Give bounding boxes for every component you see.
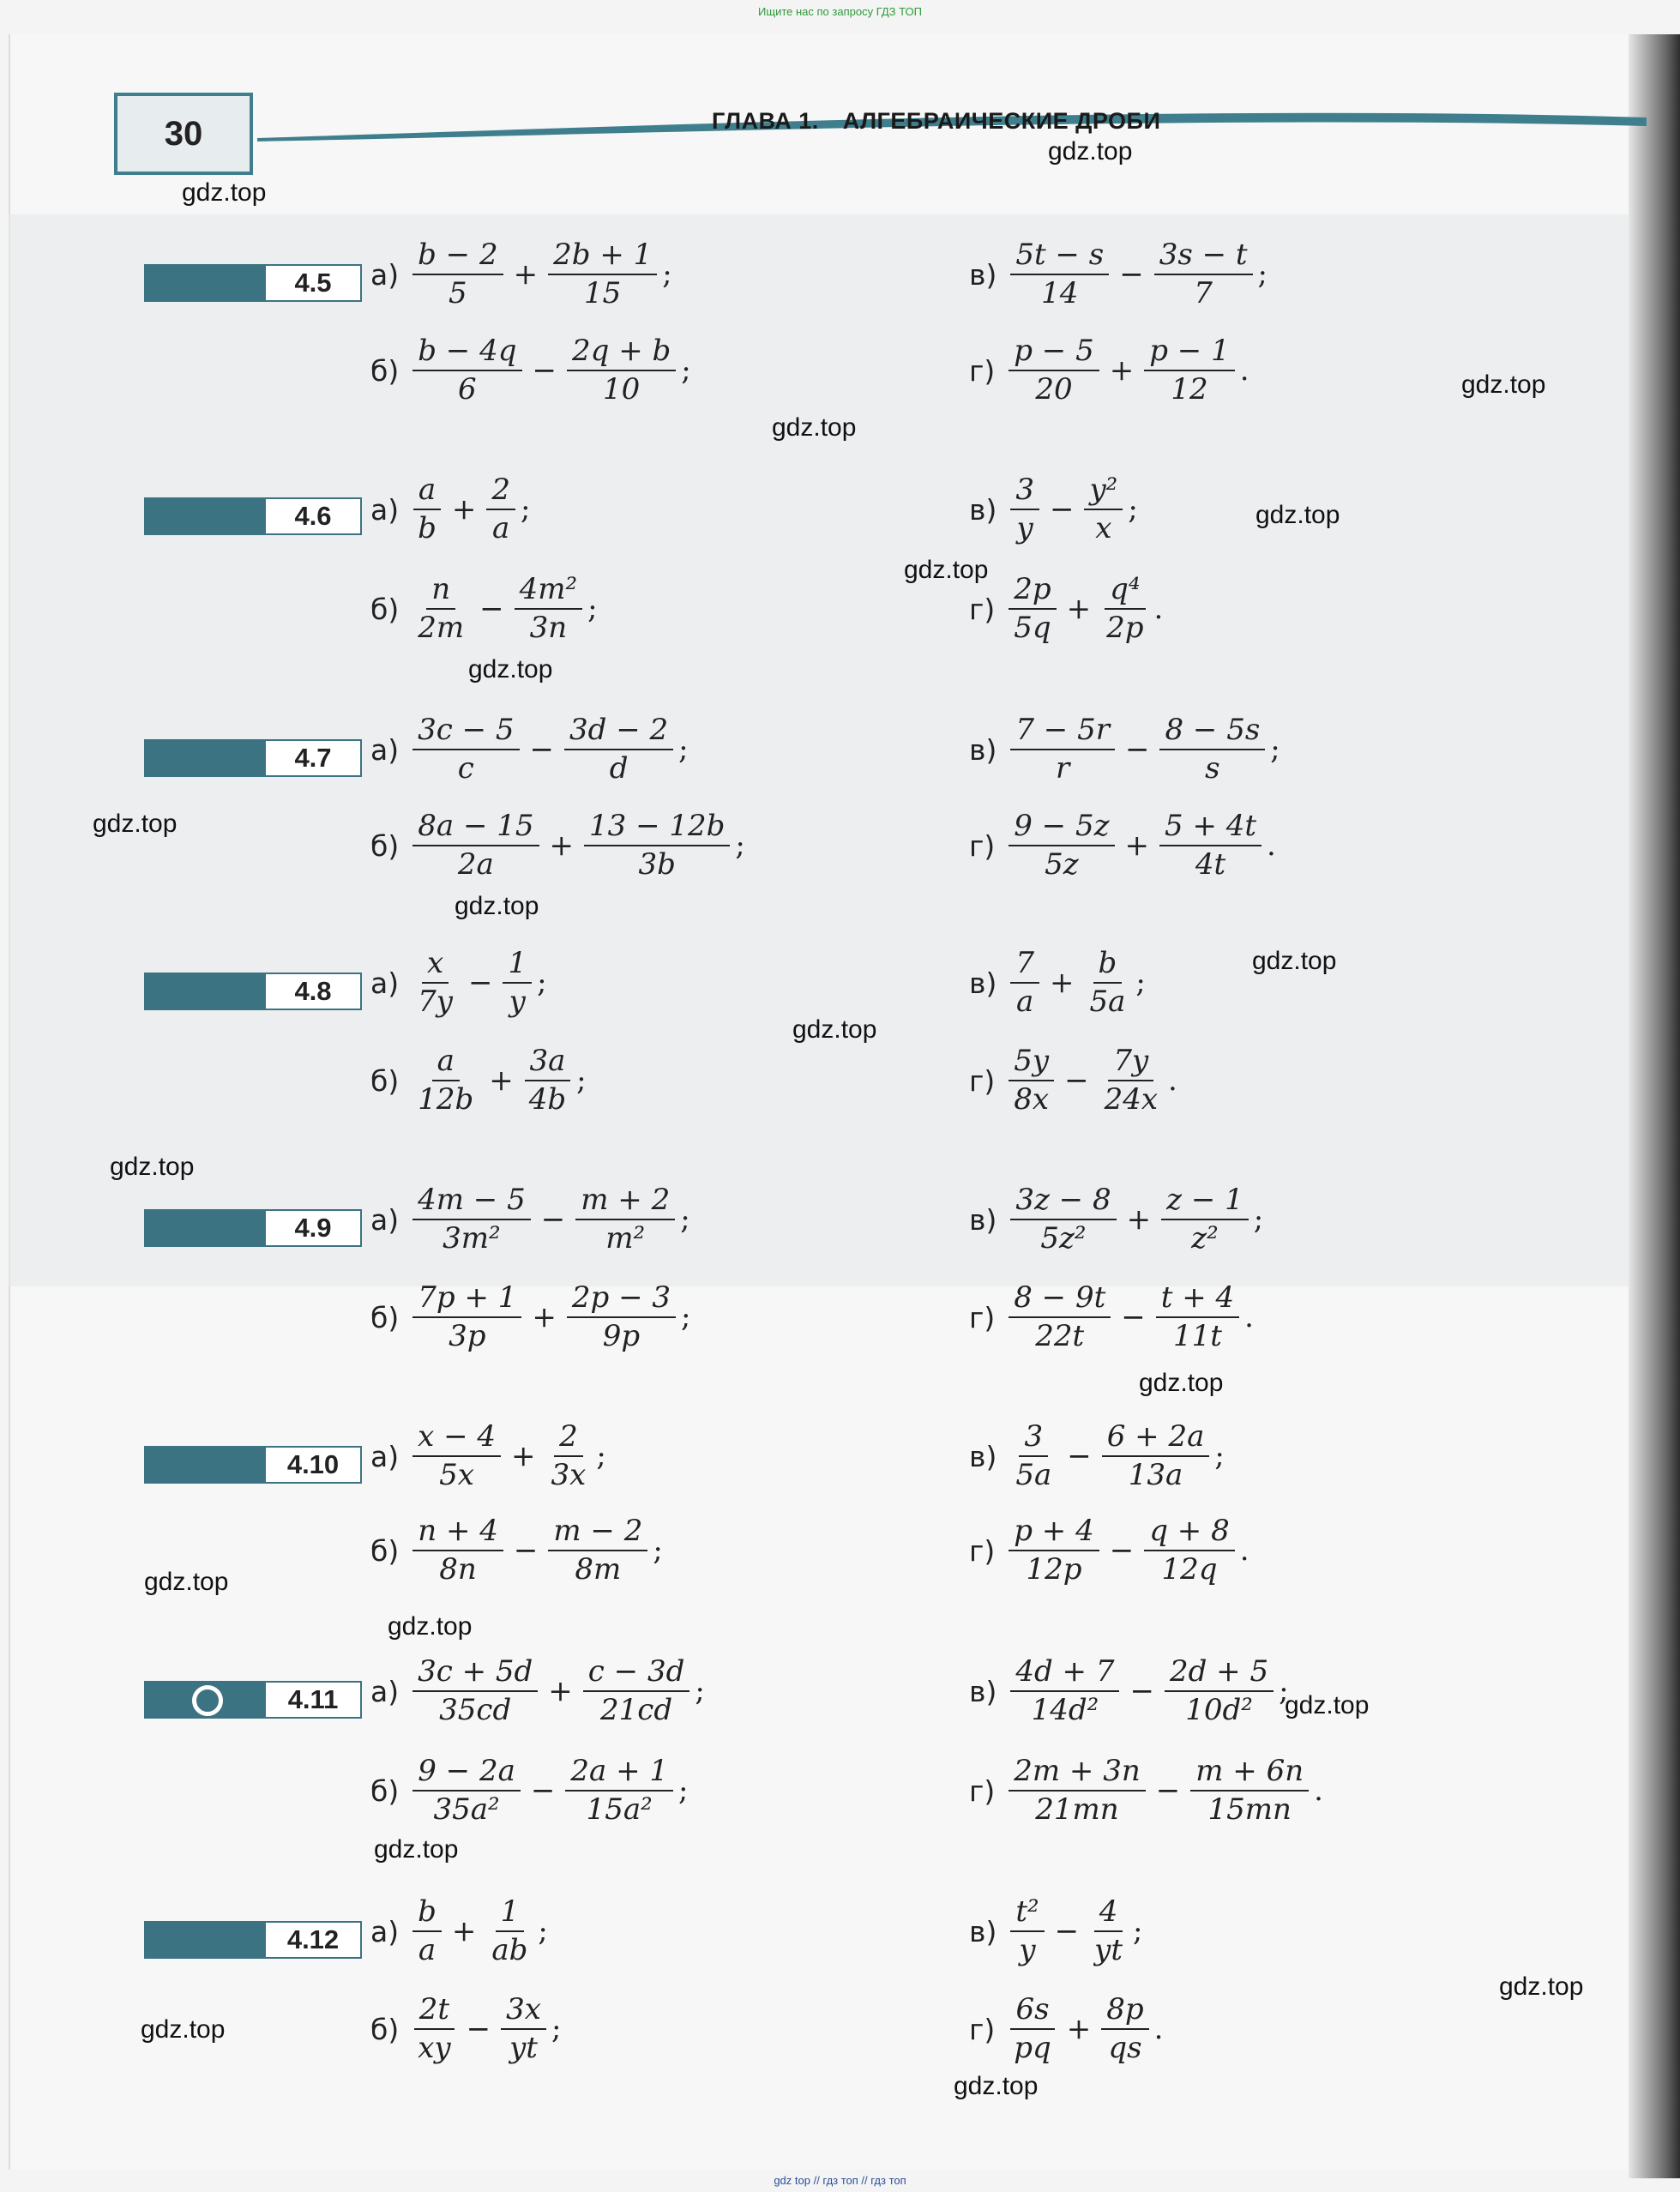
exercise-4-12-b: б) $\frac{2t}{xy}$ − $\frac{3x}{yt}$ ; bbox=[370, 1992, 562, 2066]
watermark: gdz.top bbox=[904, 556, 989, 584]
exercise-4-7-g: г) $\frac{9 - 5z}{5z}$ + $\frac{5 + 4t}{4t}$ . bbox=[969, 809, 1276, 882]
exercise-4-8-v: в) $\frac{7}{a}$ + $\frac{b}{5a}$ ; bbox=[969, 946, 1146, 1020]
circle-marker-icon bbox=[192, 1685, 223, 1716]
watermark: gdz.top bbox=[93, 810, 178, 838]
exercise-4-7-b: б) $\frac{8a - 15}{2a}$ + $\frac{13 - 12b}{3b}$ ; bbox=[370, 809, 745, 882]
page-number: 30 bbox=[114, 93, 253, 175]
problem-number-4-5: 4.5 bbox=[144, 264, 360, 302]
exercise-4-11-g: г) $\frac{2m + 3n}{21mn}$ − $\frac{m + 6n}{15mn}$ . bbox=[969, 1754, 1323, 1828]
exercise-4-8-a: а) $\frac{x}{7y}$ − $\frac{1}{y}$ ; bbox=[370, 946, 547, 1020]
chapter-heading bbox=[712, 108, 1160, 135]
exercise-4-5-b: б) $\frac{b - 4q}{6}$ − $\frac{2q + b}{10}$ ; bbox=[370, 334, 691, 407]
exercise-4-10-b: б) $\frac{n + 4}{8n}$ − $\frac{m - 2}{8m}$ ; bbox=[370, 1514, 663, 1587]
exercise-4-5-v: в) $\frac{5t - s}{14}$ − $\frac{3s - t}{7}$ ; bbox=[969, 238, 1268, 311]
exercise-4-6-a: а) $\frac{a}{b}$ + $\frac{2}{a}$ ; bbox=[370, 473, 531, 546]
exercise-4-9-b: б) $\frac{7p + 1}{3p}$ + $\frac{2p - 3}{9p}$ ; bbox=[370, 1280, 691, 1354]
exercise-4-10-g: г) $\frac{p + 4}{12p}$ − $\frac{q + 8}{12q}$ . bbox=[969, 1514, 1249, 1587]
watermark: gdz.top bbox=[1285, 1691, 1370, 1719]
exercise-4-12-a: а) $\frac{b}{a}$ + $\frac{1}{ab}$ ; bbox=[370, 1894, 548, 1968]
problem-number-4-10: 4.10 bbox=[144, 1446, 360, 1484]
exercise-4-12-g: г) $\frac{6s}{pq}$ + $\frac{8p}{qs}$ . bbox=[969, 1992, 1164, 2066]
exercise-4-11-v: в) $\frac{4d + 7}{\text{14d²}}$ − $\frac{2d + 5}{\text{10d²}}$ ; bbox=[969, 1654, 1289, 1728]
exercise-4-10-a: а) $\frac{x - 4}{5x}$ + $\frac{2}{3x}$ ; bbox=[370, 1419, 606, 1493]
problem-number-4-8: 4.8 bbox=[144, 973, 360, 1010]
exercise-4-7-v: в) $\frac{7 - 5r}{r}$ − $\frac{8 - 5s}{s}$ ; bbox=[969, 713, 1280, 786]
chapter-prefix: ГЛАВА 1. bbox=[712, 108, 819, 134]
watermark: gdz.top bbox=[455, 892, 539, 920]
exercise-4-8-b: б) $\frac{a}{12b}$ + $\frac{3a}{4b}$ ; bbox=[370, 1044, 587, 1117]
watermark: gdz.top bbox=[110, 1153, 195, 1181]
bottom-note: gdz top // гдз топ // гдз топ bbox=[774, 2174, 906, 2187]
watermark: gdz.top bbox=[792, 1015, 877, 1044]
watermark: gdz.top bbox=[1461, 370, 1546, 399]
exercise-4-6-b: б) $\frac{n}{2m}$ − $\frac{\text{4m²}}{3n}$ ; bbox=[370, 572, 598, 646]
watermark: gdz.top bbox=[1255, 501, 1340, 529]
problem-number-4-7: 4.7 bbox=[144, 739, 360, 777]
watermark: gdz.top bbox=[144, 1568, 229, 1596]
exercise-4-8-g: г) $\frac{5y}{8x}$ − $\frac{7y}{24x}$ . bbox=[969, 1044, 1177, 1117]
problem-number-4-6: 4.6 bbox=[144, 497, 360, 535]
watermark: gdz.top bbox=[388, 1612, 473, 1641]
watermark: gdz.top bbox=[141, 2015, 226, 2044]
exercise-4-11-b: б) $\frac{9 - 2a}{\text{35a²}}$ − $\frac{2a + 1}{\text{15a²}}$ ; bbox=[370, 1754, 689, 1828]
exercise-4-12-v: в) $\frac{\text{t²}}{y}$ − $\frac{4}{yt}$ ; bbox=[969, 1894, 1143, 1968]
watermark: gdz.top bbox=[1252, 947, 1337, 975]
watermark: gdz.top bbox=[1048, 137, 1133, 166]
exercise-4-9-a: а) $\frac{4m - 5}{\text{3m²}}$ − $\frac{m + 2}{\text{m²}}$ ; bbox=[370, 1183, 690, 1256]
exercise-4-6-g: г) $\frac{2p}{5q}$ + $\frac{\text{q⁴}}{2p}$ . bbox=[969, 572, 1164, 646]
exercise-4-9-v: в) $\frac{3z - 8}{\text{5z²}}$ + $\frac{z - 1}{\text{z²}}$ ; bbox=[969, 1183, 1264, 1256]
problem-number-4-12: 4.12 bbox=[144, 1921, 360, 1959]
problem-number-4-11: 4.11 bbox=[144, 1681, 360, 1719]
watermark: gdz.top bbox=[772, 413, 857, 442]
watermark: gdz.top bbox=[182, 178, 267, 207]
exercise-4-5-g: г) $\frac{p - 5}{20}$ + $\frac{p - 1}{12}$ . bbox=[969, 334, 1249, 407]
exercise-4-9-g: г) $\frac{8 - 9t}{22t}$ − $\frac{t + 4}{11t}$ . bbox=[969, 1280, 1254, 1354]
exercise-4-7-a: а) $\frac{3c - 5}{c}$ − $\frac{3d - 2}{d}$ ; bbox=[370, 713, 689, 786]
problem-number-4-9: 4.9 bbox=[144, 1209, 360, 1247]
watermark: gdz.top bbox=[374, 1835, 459, 1864]
watermark: gdz.top bbox=[954, 2072, 1039, 2100]
exercise-4-6-v: в) $\frac{3}{y}$ − $\frac{\text{y²}}{x}$ ; bbox=[969, 473, 1138, 546]
watermark: gdz.top bbox=[1499, 1972, 1584, 2001]
watermark: gdz.top bbox=[1139, 1369, 1224, 1397]
top-note: Ищите нас по запросу ГДЗ ТОП bbox=[758, 5, 922, 18]
chapter-title: АЛГЕБРАИЧЕСКИЕ ДРОБИ bbox=[842, 108, 1161, 134]
exercise-4-5-a: а) $\frac{b - 2}{5}$ + $\frac{2b + 1}{15}$ ; bbox=[370, 238, 672, 311]
watermark: gdz.top bbox=[468, 655, 553, 683]
book-spine-shadow bbox=[1629, 34, 1680, 2178]
exercise-4-10-v: в) $\frac{3}{5a}$ − $\frac{6 + 2a}{13a}$ ; bbox=[969, 1419, 1225, 1493]
exercise-4-11-a: а) $\frac{3c + 5d}{35cd}$ + $\frac{c - 3d}{21cd}$ ; bbox=[370, 1654, 705, 1728]
